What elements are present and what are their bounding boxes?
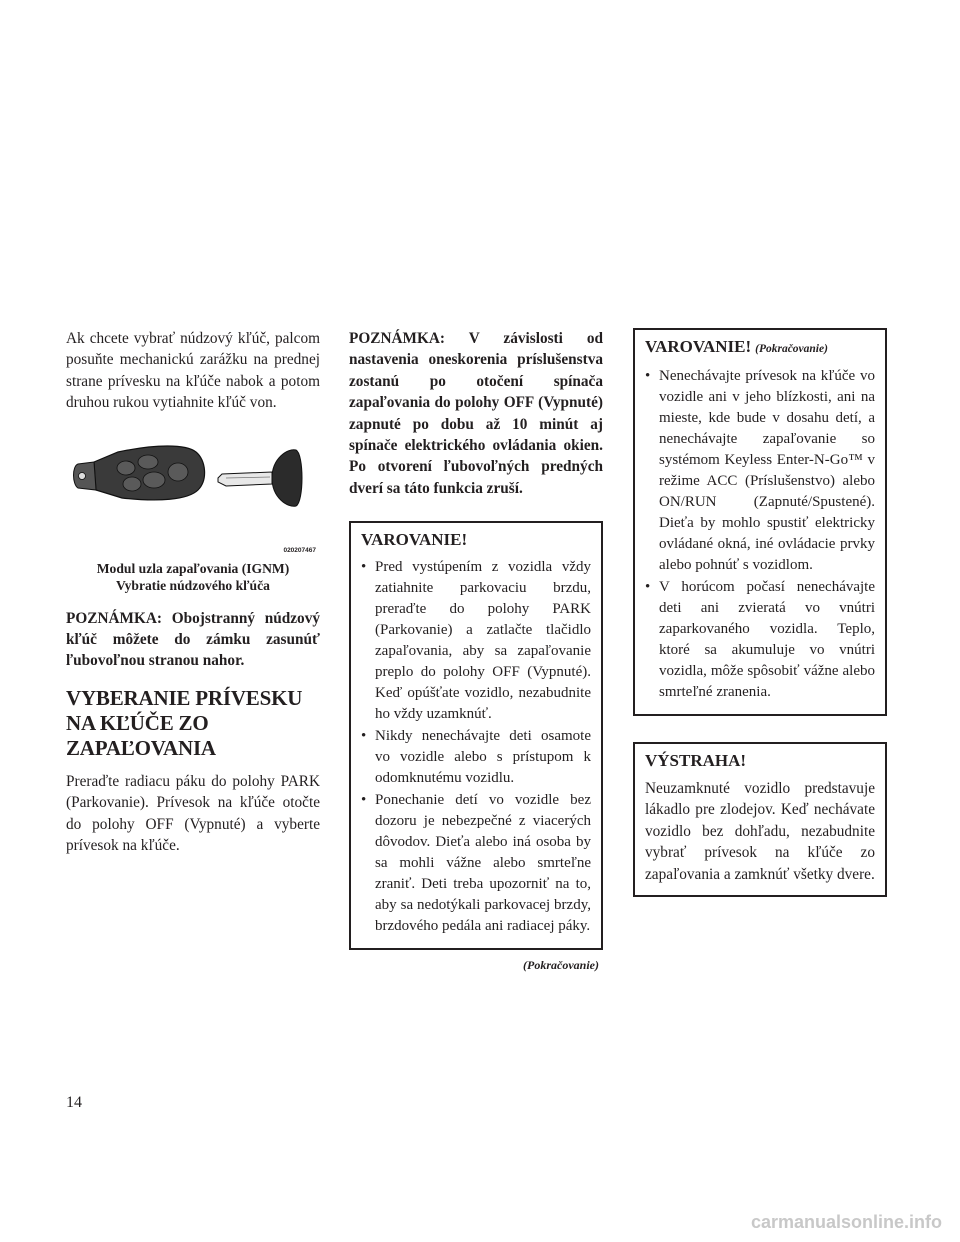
caution-box	[633, 742, 887, 897]
bullet-icon: •	[645, 368, 651, 384]
caution-title: VÝSTRAHA!	[645, 751, 747, 770]
bullet-icon: •	[361, 559, 367, 576]
warning-item: • Nenechávajte prívesok na kľúče vo vozidle ani v jeho blízkosti, ani na mieste, kde bude v dosahu detí, a nenechávajte zapaľovanie so systémom Keyless Enter-N-Go™ v režime ACC (Príslušenstvo) alebo ON/RUN (Zapnuté/Spustené). Dieťa by mohlo spustiť elektricky ovládané okná, iné ovládacie prvky alebo pohnúť s vozidlom.	[645, 368, 875, 573]
warning-list-continued	[645, 366, 875, 703]
caption-line-2: Vybratie núdzového kľúča	[116, 577, 270, 593]
column-left	[66, 328, 320, 856]
bullet-icon: •	[645, 579, 651, 595]
note-emergency-key: POZNÁMKA: Obojstranný núdzový kľúč môžete do zámku zasunúť ľubovoľnou stranou nahor.	[66, 609, 320, 670]
warning-list	[361, 557, 591, 937]
figure-caption	[66, 560, 320, 594]
section-heading: VYBERANIE PRÍVESKU NA KĽÚČE ZO ZAPAĽOVANIA	[66, 685, 303, 760]
warning-item: • V horúcom počasí nenechávajte deti ani zvieratá vo vnútri zaparkovaného vozidla. Teplo, ktoré sa akumuluje vo vnútri vozidla, môže spôsobiť vážne alebo smrteľné zranenia.	[645, 579, 875, 700]
note-accessory-delay: POZNÁMKA: V závislosti od nastavenia oneskorenia príslušenstva zostanú po otočení spínača zapaľovania do polohy OFF (Vypnuté) zapnuté po dobu až 10 minút aj spínače elektrického ovládania okien. Po otvorení ľubovoľných predných dverí sa táto funkcia zruší.	[349, 330, 603, 497]
key-fob-illustration	[66, 438, 320, 556]
figure-code: 020207467	[283, 546, 316, 554]
warning-item: • Nikdy nenechávajte deti osamote vo vozidle alebo s prístupom k odomknutému vozidlu.	[361, 728, 591, 787]
warning-box	[349, 521, 603, 950]
watermark: carmanualsonline.info	[750, 1212, 942, 1232]
intro-paragraph: Ak chcete vybrať núdzový kľúč, palcom posuňte mechanickú zarážku na prednej strane prívesku na kľúče nabok a potom druhou rukou vytiahnite kľúč von.	[66, 330, 320, 412]
section-body: Preraďte radiacu páku do polohy PARK (Parkovanie). Prívesok na kľúče otočte do polohy OFF (Vypnuté) a vyberte prívesok na kľúče.	[66, 772, 320, 855]
continued-note: (Pokračovanie)	[523, 958, 599, 973]
bullet-icon: •	[361, 792, 367, 809]
warning-box-continued	[633, 328, 887, 716]
warning-continued-label: (Pokračovanie)	[755, 343, 828, 355]
caution-body: Neuzamknuté vozidlo predstavuje lákadlo pre zlodejov. Keď nechávate vozidlo bez dohľadu, nezabudnite vybrať prívesok na kľúče zo zapaľovania a zamknúť všetky dvere.	[645, 780, 875, 883]
bullet-icon: •	[361, 728, 367, 745]
page-number: 14	[66, 1094, 82, 1111]
column-right	[633, 328, 887, 897]
warning-title: VAROVANIE!	[361, 530, 468, 550]
column-middle	[349, 328, 603, 973]
caption-line-1: Modul uzla zapaľovania (IGNM)	[96, 560, 290, 576]
warning-item: • Ponechanie detí vo vozidle bez dozoru je nebezpečné z viacerých dôvodov. Dieťa alebo iná osoba by sa mohli vážne alebo smrteľne zraniť. Deti treba upozorniť na to, aby sa nedotýkali parkovacej brzdy, brzdového pedála ani radiacej páky.	[361, 792, 591, 935]
key-fob-figure	[66, 438, 320, 556]
warning-title-continued: VAROVANIE! (Pokračovanie)	[645, 337, 828, 356]
warning-item: • Pred vystúpením z vozidla vždy zatiahnite parkovaciu brzdu, preraďte do polohy PARK (Parkovanie) a zatlačte tlačidlo zapaľovania, aby sa zapaľovanie preplo do polohy OFF (Vypnuté). Keď opúšťate vozidlo, nezabudnite ho vždy uzamknúť.	[361, 559, 591, 723]
